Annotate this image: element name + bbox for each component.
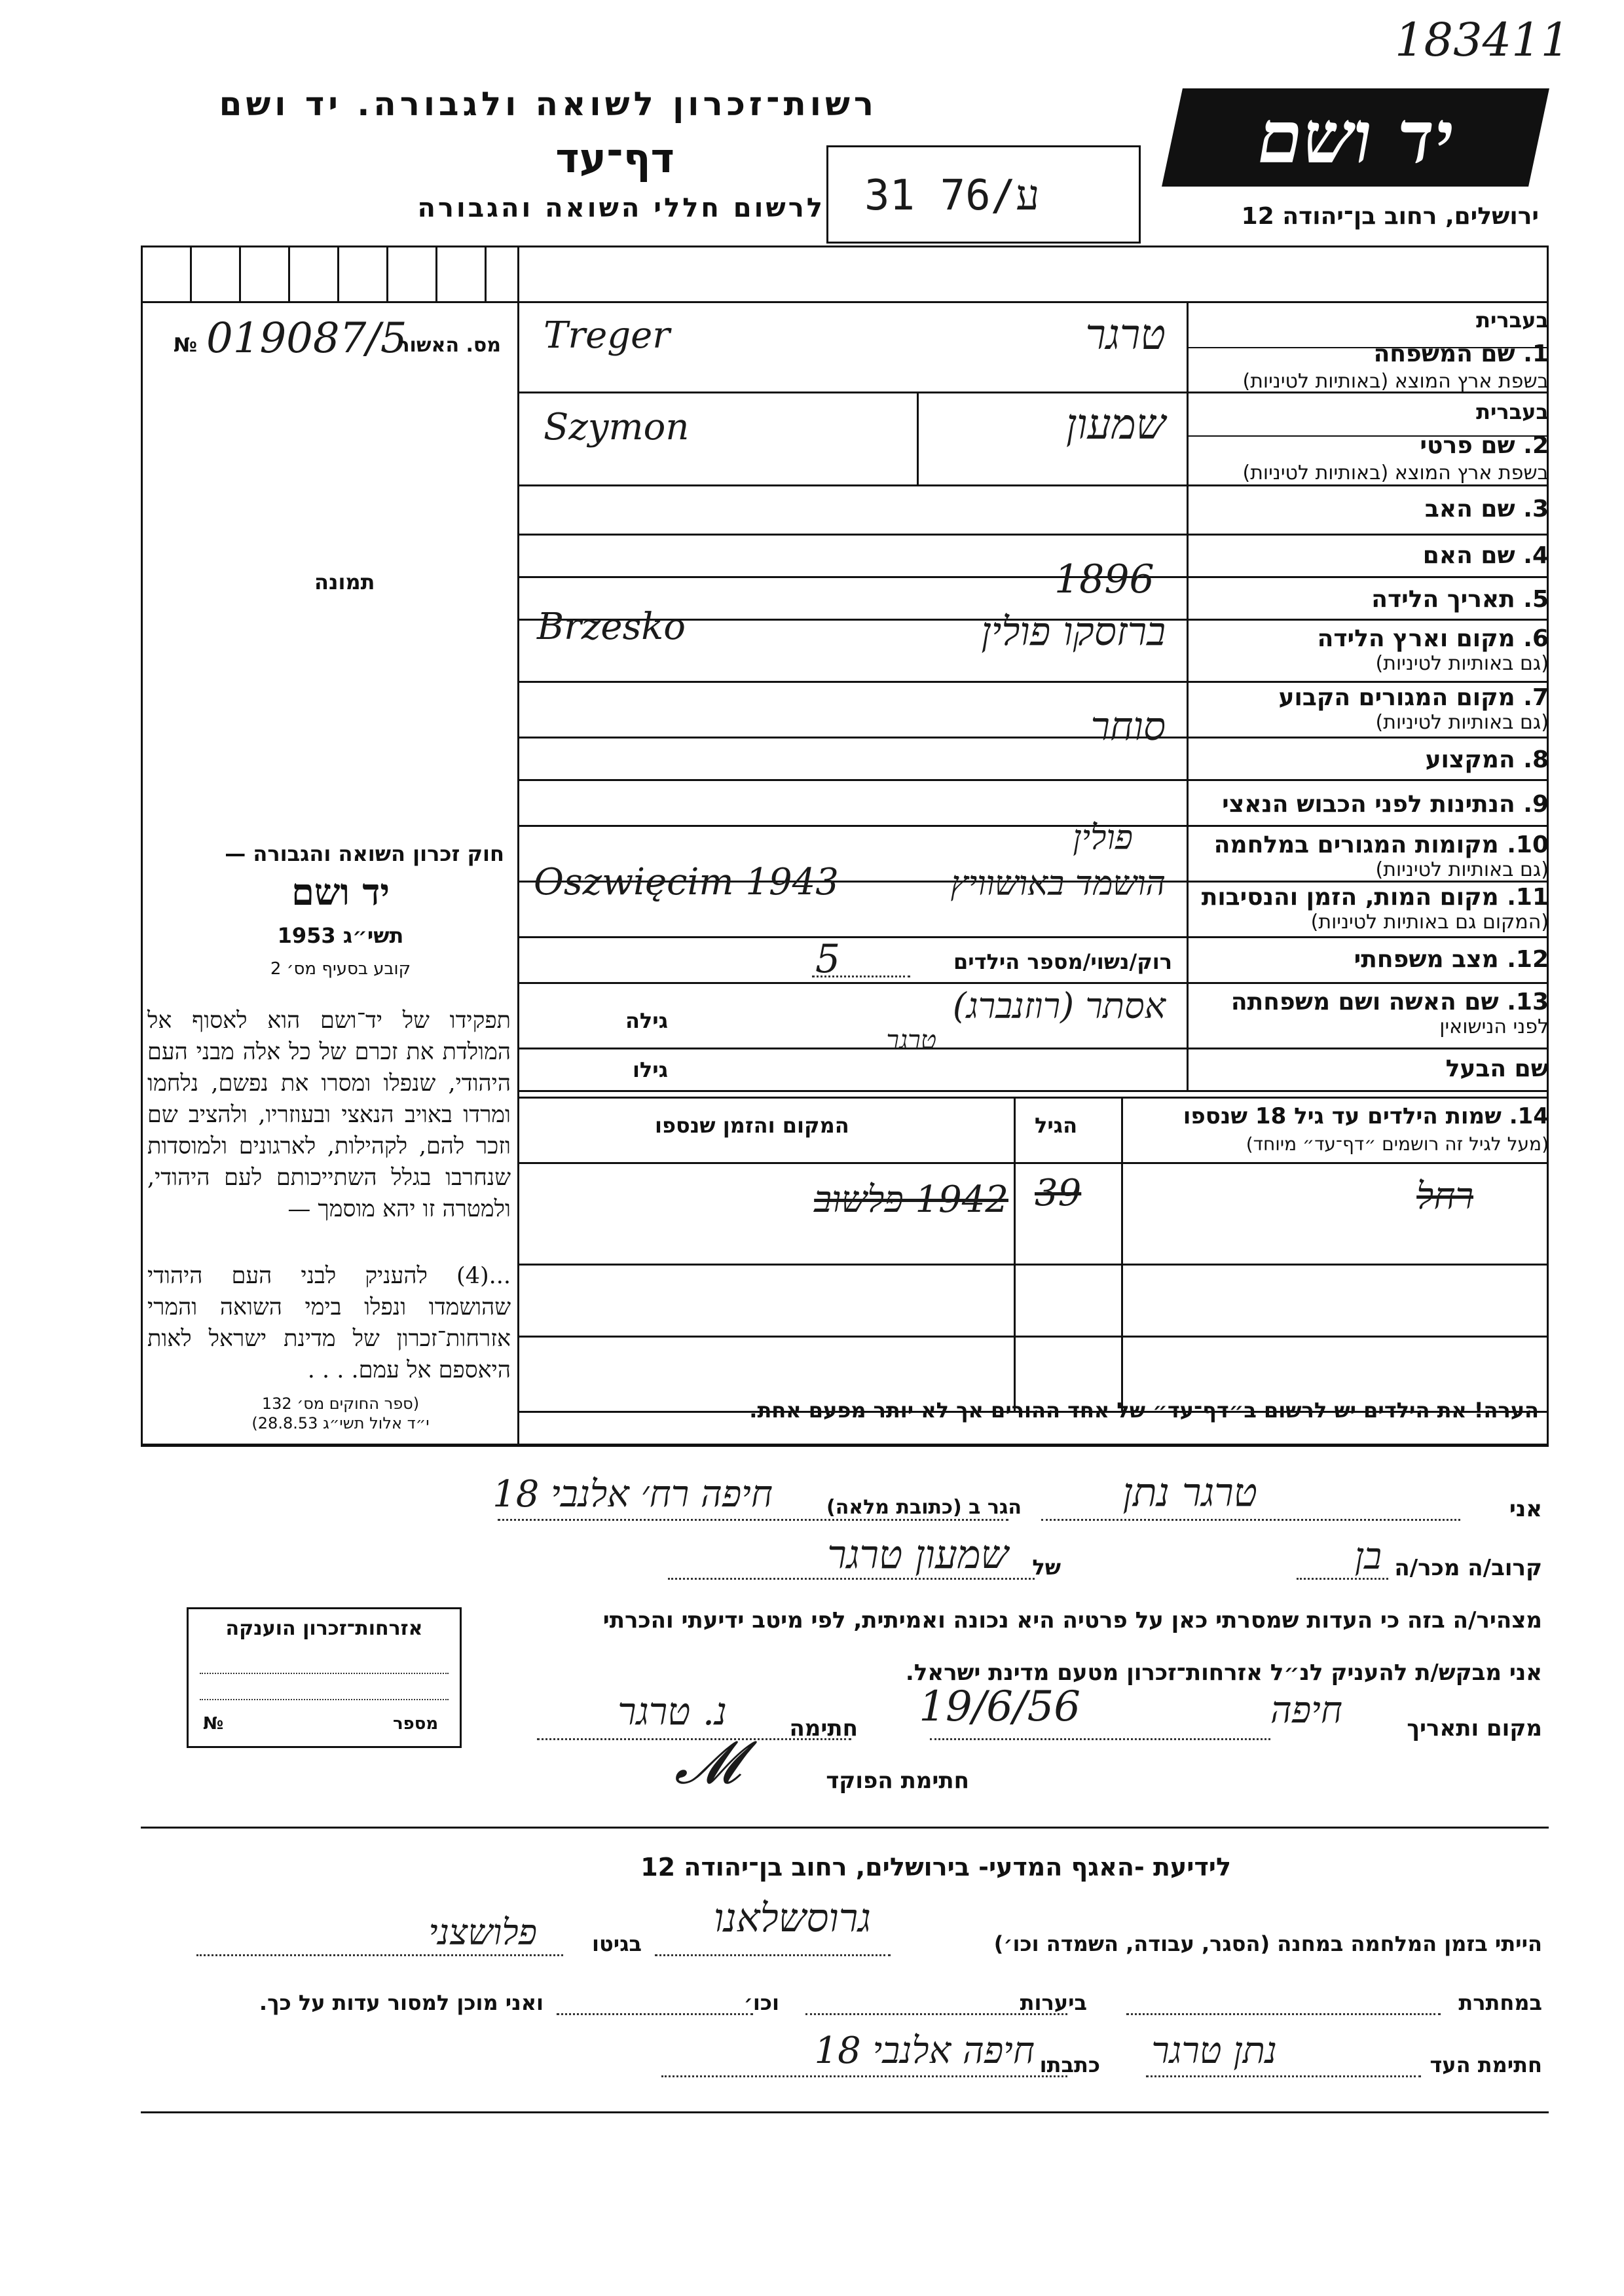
field-surname-tag: בעברית	[1476, 308, 1549, 333]
field-firstname	[1189, 399, 1549, 484]
decl-place-date-label: מקום ותאריך	[1407, 1715, 1542, 1741]
law-text-1: תפקידו של יד־ושם הוא לאסוף אל המולדת את זכרם של כל אלה מבני העם היהודי, שנפלו ומסרו את נפשם, נלחמו ומרדו באויב הנאצי ובעוזריו, ולהציב שם וזכר להם, לקהילות, לארגונים ולמוסדות שנחרבו בגלל השתייכותם לעם היהודי, ולמטרה זו יהא מוסמך —	[147, 1008, 511, 1222]
children-count-label: רוק/נשוי/מספר הילדים	[953, 949, 1172, 974]
decl-signature: נ. טרגר	[618, 1689, 727, 1734]
children-col-place: המקום והזמן שנספו	[655, 1113, 849, 1138]
field-profession-num: 8.	[1523, 746, 1549, 773]
field-profession	[1426, 746, 1549, 773]
field-surname-label: שם המשפחה	[1373, 340, 1515, 367]
field-marital-label: מצב משפחתי	[1354, 946, 1499, 973]
field-birthplace-sub: (גם באותיות לטיניות)	[1375, 652, 1549, 675]
footer-title: לידיעת -האגף המדעי- בירושלים, רחוב בן־יהודה 12	[640, 1853, 1231, 1882]
decl-address: חיפה רח׳ אלנבי 18	[492, 1473, 773, 1516]
footer-witness-sig-label: חתימת העד	[1430, 2052, 1542, 2077]
footer-witness-sig: נתן טרגר	[1151, 2030, 1277, 2072]
decl-request: אני מבקש/ת להעניק לנ״ל אזרחות־זכרון מטעם מדינת ישראל.	[905, 1660, 1542, 1686]
field-death-sub: (המקום גם באותיות לטיניות)	[1310, 911, 1549, 934]
footer-hiding-label: במחתרת	[1458, 1990, 1542, 2015]
husband-age-label: גילו	[632, 1057, 668, 1082]
field-surname-num: 1.	[1523, 340, 1549, 367]
record-label: מס. האשור	[397, 334, 501, 357]
file-number: 31 76/ע	[864, 172, 1040, 220]
field-wartime-residence	[1189, 831, 1549, 881]
field-birthplace-label: מקום וארץ הלידה	[1317, 625, 1515, 652]
field-wartime-num: 10.	[1507, 831, 1549, 858]
field-firstname-label: שם פרטי	[1420, 432, 1515, 459]
field-wartime-sub: (גם באותיות לטיניות)	[1375, 858, 1549, 881]
citizenship-box-title: אזרחות־זכרון הוענקה	[225, 1617, 423, 1640]
decl-of-label: של	[1032, 1555, 1061, 1580]
form-note: הערה! את הילדים יש לרשום ב״דף־עד״ של אחד ההורים אך לא יותר מפעם אחת.	[749, 1398, 1539, 1423]
field-father-label: שם האב	[1424, 496, 1515, 522]
field-husband-label: שם הבעל	[1445, 1055, 1549, 1082]
wife-name: אסתר (רוזנברג)	[952, 985, 1166, 1027]
field-wartime-label: מקומות המגורים במלחמה	[1213, 831, 1499, 858]
decl-place: חיפה	[1270, 1689, 1342, 1732]
field-wife-sub: לפני הנישואין	[1439, 1015, 1549, 1038]
children-name-divider	[1121, 1097, 1123, 1411]
footer-ghetto-value: פלושצני	[428, 1912, 537, 1953]
decl-declarant: טרגר נתן	[1122, 1470, 1257, 1516]
footer-witness-address: חיפה אלנבי 18	[814, 2030, 1035, 2072]
field-death-num: 11.	[1507, 884, 1549, 911]
footer-camp-value: גרוסשלאנו	[713, 1895, 871, 1941]
footer-address-label: כתבתו	[1039, 2052, 1100, 2077]
field-residence-sub: (גם באותיות לטיניות)	[1375, 711, 1549, 734]
law-title: חוק זכרון השואה והגבורה —	[225, 841, 504, 866]
birthplace-hebrew: ברזסקו פולין	[981, 609, 1166, 655]
law-source-1: (ספר החוקים מס׳ 132	[261, 1394, 420, 1413]
field-mother	[1423, 542, 1549, 569]
address: ירושלים, רחוב בן־יהודה 12	[1241, 203, 1539, 230]
field-death-label: מקום המות, הזמן והנסיבות	[1201, 884, 1499, 911]
field-marital-num: 12.	[1507, 946, 1549, 973]
law-text-2: ...(4) להעניק לבני העם היהודי שהושמדו ונפלו בימי השואה והמרי אזרחות־זכרון של מדינת ישראל לאות היאספם אל עמם. . . .	[147, 1263, 511, 1383]
footer-ghetto-label: בגיטו	[592, 1931, 642, 1956]
law-clause: קובע בסעיף מס׳ 2	[270, 959, 411, 979]
children-title: שמות הילדים עד גיל 18 שנספו	[1183, 1103, 1502, 1129]
field-firstname-tag: בעברית	[1476, 399, 1549, 424]
death-latin: Oszwięcim 1943	[534, 861, 839, 903]
record-number: 019087/5	[206, 314, 407, 363]
archive-number: 183411	[1395, 13, 1570, 67]
record-number-row	[174, 314, 501, 373]
form-subtitle: לרשום חללי השואה והגבורה	[417, 193, 825, 223]
child-row-1-place: 1942 פלשוב	[814, 1178, 1008, 1221]
children-num: 14.	[1509, 1103, 1549, 1129]
field-wife	[1189, 989, 1549, 1038]
child-row-1-age: 39	[1035, 1172, 1082, 1214]
field-wife-label: שם האשה ושם משפחתה	[1230, 989, 1499, 1015]
decl-relation: בן	[1354, 1535, 1382, 1578]
decl-of-name: שמעון טרגר	[827, 1532, 1008, 1578]
field-marital	[1354, 946, 1549, 973]
record-no-symbol: №	[174, 334, 198, 357]
birthplace-latin: Brzesko	[537, 606, 686, 648]
field-birthplace-num: 6.	[1523, 625, 1549, 652]
field-surname	[1189, 308, 1549, 393]
field-wife-num: 13.	[1507, 989, 1549, 1015]
field-nationality-num: 9.	[1523, 791, 1549, 818]
decl-date: 19/6/56	[919, 1683, 1080, 1731]
field-birthdate	[1371, 586, 1549, 613]
field-birthdate-num: 5.	[1523, 586, 1549, 613]
firstname-latin: Szymon	[544, 406, 690, 448]
field-surname-sub: בשפת ארץ המוצא (באותיות לטיניות)	[1242, 370, 1549, 393]
law-source-2: י״ד אלול תשי״ג 28.8.53)	[251, 1414, 430, 1432]
wife-age-label: גילה	[625, 1008, 668, 1033]
law-name: יד ושם	[291, 871, 390, 914]
footer-camp-label: הייתי בזמן המלחמה במחנה (הסגר, עבודה, השמדה וכו׳)	[993, 1931, 1542, 1956]
children-col-age: הגיל	[1035, 1113, 1078, 1138]
surname-hebrew: טרגר	[1085, 311, 1166, 359]
field-birthplace	[1189, 625, 1549, 675]
field-profession-label: המקצוע	[1425, 746, 1515, 773]
firstname-hebrew: שמעון	[1065, 401, 1166, 449]
children-subtitle: (מעל לגיל זה רושמים ״דף־עד״ מיוחד)	[1246, 1133, 1549, 1155]
authority-title: רשות־זכרון לשואה ולגבורה. יד ושם	[219, 85, 877, 123]
footer-ready-label: ואני מוכן למסור עדות על כך.	[259, 1990, 544, 2015]
death-hebrew: הושמד באושוויץ	[950, 864, 1166, 903]
photo-label: תמונה	[314, 570, 375, 594]
nationality-hebrew: פולין	[1073, 818, 1133, 858]
decl-resides-label: הגר ב (כתובת מלאה)	[826, 1496, 1022, 1519]
name-divider	[917, 392, 919, 484]
children-age-divider	[1014, 1097, 1016, 1411]
field-mother-label: שם האם	[1422, 542, 1515, 569]
children-count: 5	[815, 936, 841, 982]
logo-text: יד ושם	[1257, 95, 1454, 179]
children-header	[1130, 1103, 1549, 1155]
birthdate-value: 1896	[1054, 556, 1154, 602]
citizenship-no-symbol: №	[203, 1714, 224, 1734]
child-row-1-name: רחל	[1416, 1175, 1473, 1218]
field-firstname-num: 2.	[1523, 432, 1549, 459]
field-residence	[1189, 684, 1549, 734]
law-year: תשי״ג 1953	[277, 923, 404, 948]
residence-hebrew: סוחר	[1090, 704, 1166, 750]
citizenship-number-label: מספר	[393, 1714, 439, 1734]
decl-relative-label: קרוב/ה מכר/ה	[1394, 1555, 1542, 1581]
field-death	[1189, 884, 1549, 934]
field-nationality	[1222, 791, 1549, 818]
wife-surname: טרגר	[886, 1025, 936, 1055]
field-residence-num: 7.	[1523, 684, 1549, 711]
surname-latin: Treger	[544, 314, 671, 357]
field-nationality-label: הנתינות לפני הכבוש הנאצי	[1222, 791, 1515, 818]
footer-forests-label: ביערות	[1020, 1990, 1087, 2015]
field-mother-num: 4.	[1523, 542, 1549, 569]
field-firstname-sub: בשפת ארץ המוצא (באותיות לטיניות)	[1242, 462, 1549, 484]
field-father-num: 3.	[1523, 496, 1549, 522]
decl-officer-label: חתימת הפוקד	[826, 1768, 969, 1794]
decl-i-label: אני	[1509, 1496, 1542, 1522]
form-title: דף־עד	[555, 134, 674, 182]
decl-signature-label: חתימה	[789, 1715, 858, 1741]
decl-statement: מצהיר/ה בזה כי העדות שמסרתי כאן על פרטיה היא נכונה ואמיתית, לפי מיטב ידיעתי והכרתי	[602, 1607, 1542, 1633]
officer-signature: 𝓜	[674, 1728, 741, 1797]
field-father	[1425, 496, 1549, 522]
footer-etc-label: וכו׳	[743, 1990, 779, 2015]
field-residence-label: מקום המגורים הקבוע	[1278, 684, 1515, 711]
field-birthdate-label: תאריך הלידה	[1371, 586, 1515, 613]
